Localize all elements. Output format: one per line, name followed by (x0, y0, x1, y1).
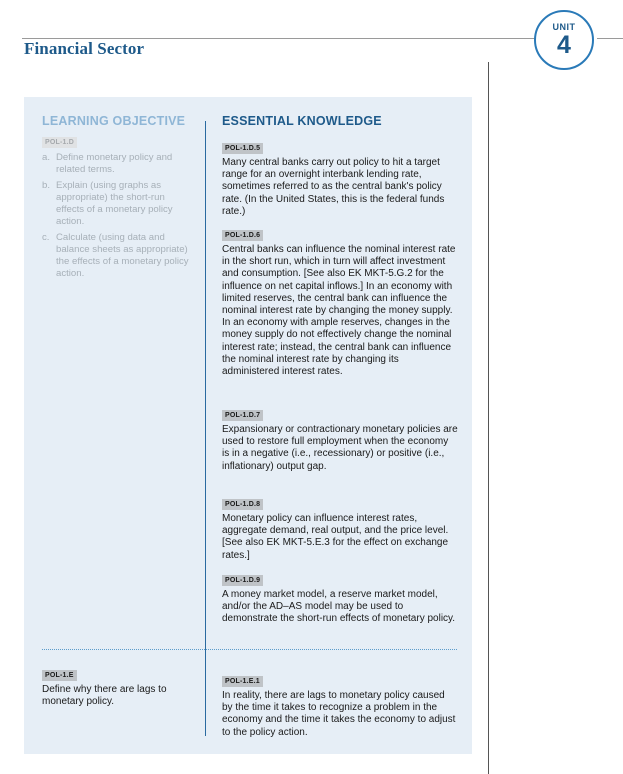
essential-knowledge-item (222, 137, 458, 218)
learning-objective-item (42, 232, 194, 280)
item-marker: b. (42, 180, 51, 191)
column-divider (205, 121, 206, 736)
learning-objective-2-code: POL-1.E (42, 670, 77, 681)
ek-text: Expansionary or contractionary monetary policies are used to restore full employment when the economy is in a negative (i.e., recessionary) or positive (i.e., inflationary) output gap. (222, 424, 458, 472)
row-separator (42, 649, 457, 650)
learning-objective-2-text: Define why there are lags to monetary policy. (42, 684, 167, 708)
ek-code: POL-1.D.5 (222, 143, 263, 154)
essential-knowledge-item (222, 224, 458, 378)
learning-objective-item (42, 152, 194, 176)
learning-objective-code: POL-1.D (42, 137, 77, 148)
ek-text: Monetary policy can influence interest rates, aggregate demand, real output, and the price level. [See also EK MKT-5.E.3 for the effect on exchange rates.] (222, 513, 449, 561)
item-marker: a. (42, 152, 51, 163)
essential-knowledge-item (222, 493, 458, 562)
learning-objective-item (42, 180, 194, 228)
ek-text: Many central banks carry out policy to hit a target range for an overnight interbank lending rate, sometimes referred to as the central bank's policy rate. (In the United States, this is the federal funds rate.) (222, 157, 445, 217)
item-text: Define monetary policy and related terms. (56, 152, 173, 175)
unit-label: UNIT (552, 22, 576, 32)
item-marker: c. (42, 232, 50, 243)
learning-objective-heading: LEARNING OBJECTIVE (42, 114, 186, 128)
ek-code: POL-1.D.6 (222, 230, 263, 241)
essential-knowledge-item (222, 670, 458, 739)
ek-text: Central banks can influence the nominal interest rate in the short run, which in turn will affect investment and consumption. [See also EK MKT-5.G.2 for the influence on net capital inflows.] In an economy with limited reserves, the central bank can influence the nominal interest rate by changing the money supply. In an economy with ample reserves, changes in the money supply do not effectively change the nominal interest rate; instead, the central bank can influence the nominal interest rate by changing its administered interest rates. (222, 244, 456, 378)
item-text: Calculate (using data and balance sheets as appropriate) the effects of a monetary policy action. (56, 232, 189, 279)
ek-text: A money market model, a reserve market model, and/or the AD–AS model may be used to demonstrate the short-run effects of monetary policy. (222, 589, 456, 625)
item-text: Explain (using graphs as appropriate) the short-run effects of a monetary policy action. (56, 180, 173, 227)
essential-knowledge-item (222, 404, 458, 473)
learning-objective-list (42, 152, 194, 284)
ek-code: POL-1.D.8 (222, 499, 263, 510)
unit-number: 4 (557, 31, 571, 59)
ek-code: POL-1.E.1 (222, 676, 263, 687)
ek-code: POL-1.D.7 (222, 410, 263, 421)
ek-code: POL-1.D.9 (222, 575, 263, 586)
unit-badge (534, 10, 594, 70)
essential-knowledge-item (222, 569, 458, 626)
section-title: Financial Sector (24, 39, 145, 58)
page-margin-line (488, 62, 489, 774)
header-rule-right (597, 38, 623, 39)
ek-text: In reality, there are lags to monetary policy caused by the time it takes to recognize a problem in the economy and the time it takes the economy to adjust to the policy action. (222, 690, 456, 738)
essential-knowledge-heading: ESSENTIAL KNOWLEDGE (222, 114, 382, 128)
